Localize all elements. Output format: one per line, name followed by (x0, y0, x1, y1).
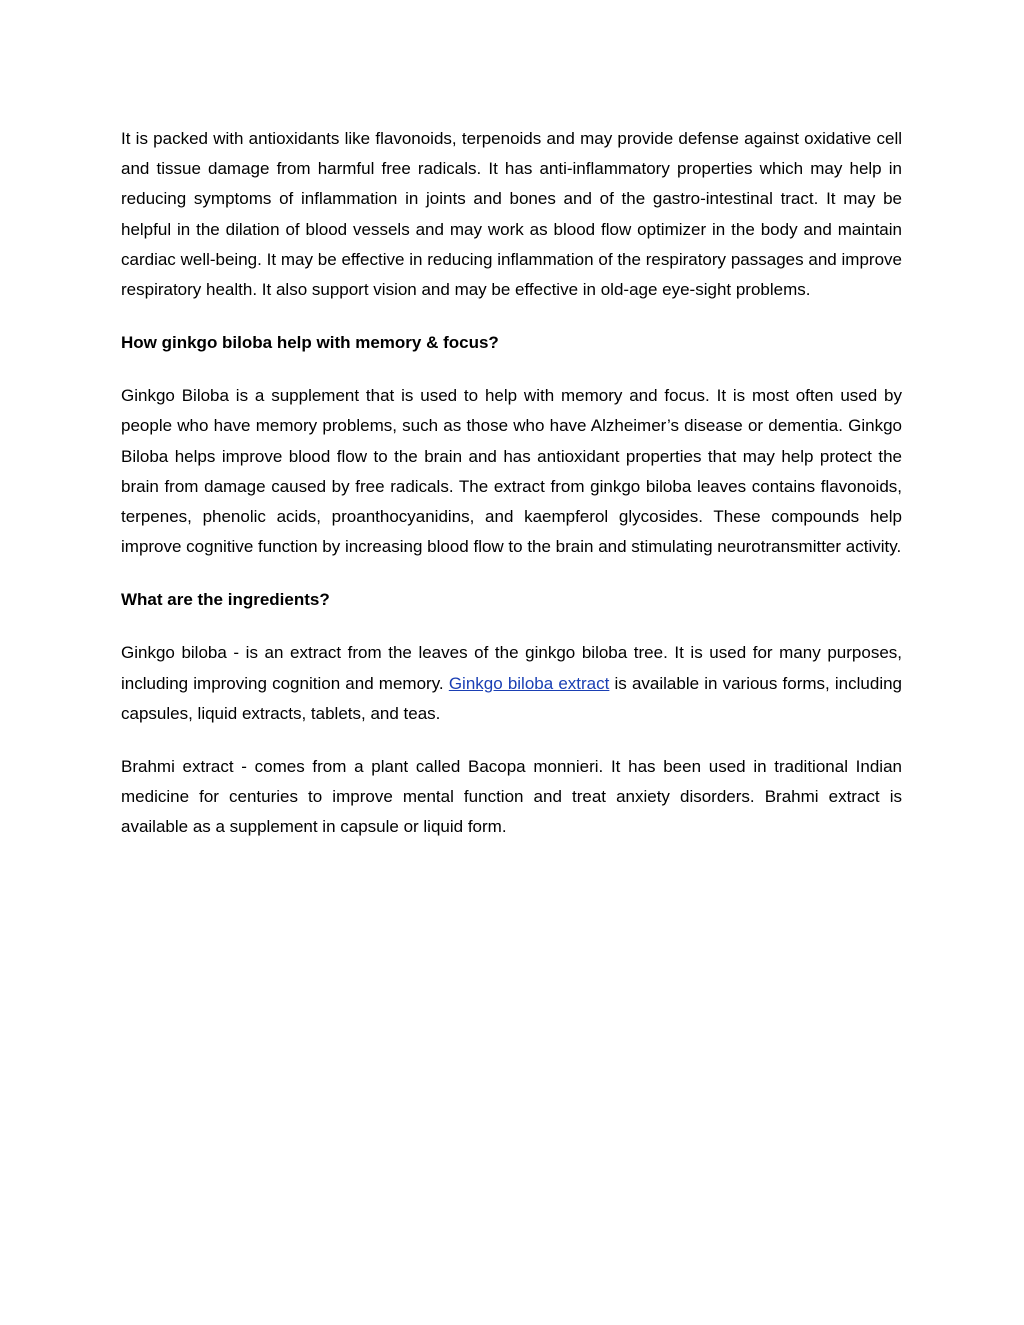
ingredients-heading: What are the ingredients? (121, 590, 330, 610)
memory-focus-heading: How ginkgo biloba help with memory & focus? (121, 333, 499, 353)
ginkgo-biloba-extract-link[interactable]: Ginkgo biloba extract (448, 673, 610, 693)
memory-focus-paragraph: Ginkgo Biloba is a supplement that is used to help with memory and focus. It is most often used by people who have memory problems, such as those who have Alzheimer’s disease or dementia. Ginkgo Biloba helps improve blood flow to the brain and has antioxidant properties that may help protect the brain from damage caused by free radicals. The extract from ginkgo biloba leaves contains flavonoids, terpenes, phenolic acids, proanthocyanidins, and kaempferol glycosides. These compounds help improve cognitive function by increasing blood flow to the brain and stimulating neurotransmitter activity. (121, 386, 902, 557)
ginkgo-text-before-link: Ginkgo biloba - is an extract from the leaves of the ginkgo biloba tree. It is used for many purposes, including improving cognition and memory. (121, 643, 902, 693)
document-page (121, 124, 902, 866)
intro-paragraph: It is packed with antioxidants like flavonoids, terpenoids and may provide defense against oxidative cell and tissue damage from harmful free radicals. It has anti-inflammatory properties which may help in reducing symptoms of inflammation in joints and bones and of the gastro-intestinal tract. It may be helpful in the dilation of blood vessels and may work as blood flow optimizer in the body and maintain cardiac well-being. It may be effective in reducing inflammation of the respiratory passages and improve respiratory health. It also support vision and may be effective in old-age eye-sight problems. (121, 129, 902, 300)
ginkgo-text-after-link: is available in various forms, including capsules, liquid extracts, tablets, and teas. (121, 673, 902, 723)
ginkgo-ingredient-paragraph (121, 638, 902, 729)
brahmi-ingredient-paragraph: Brahmi extract - comes from a plant called Bacopa monnieri. It has been used in traditional Indian medicine for centuries to improve mental function and treat anxiety disorders. Brahmi extract is available as a supplement in capsule or liquid form. (121, 757, 902, 837)
